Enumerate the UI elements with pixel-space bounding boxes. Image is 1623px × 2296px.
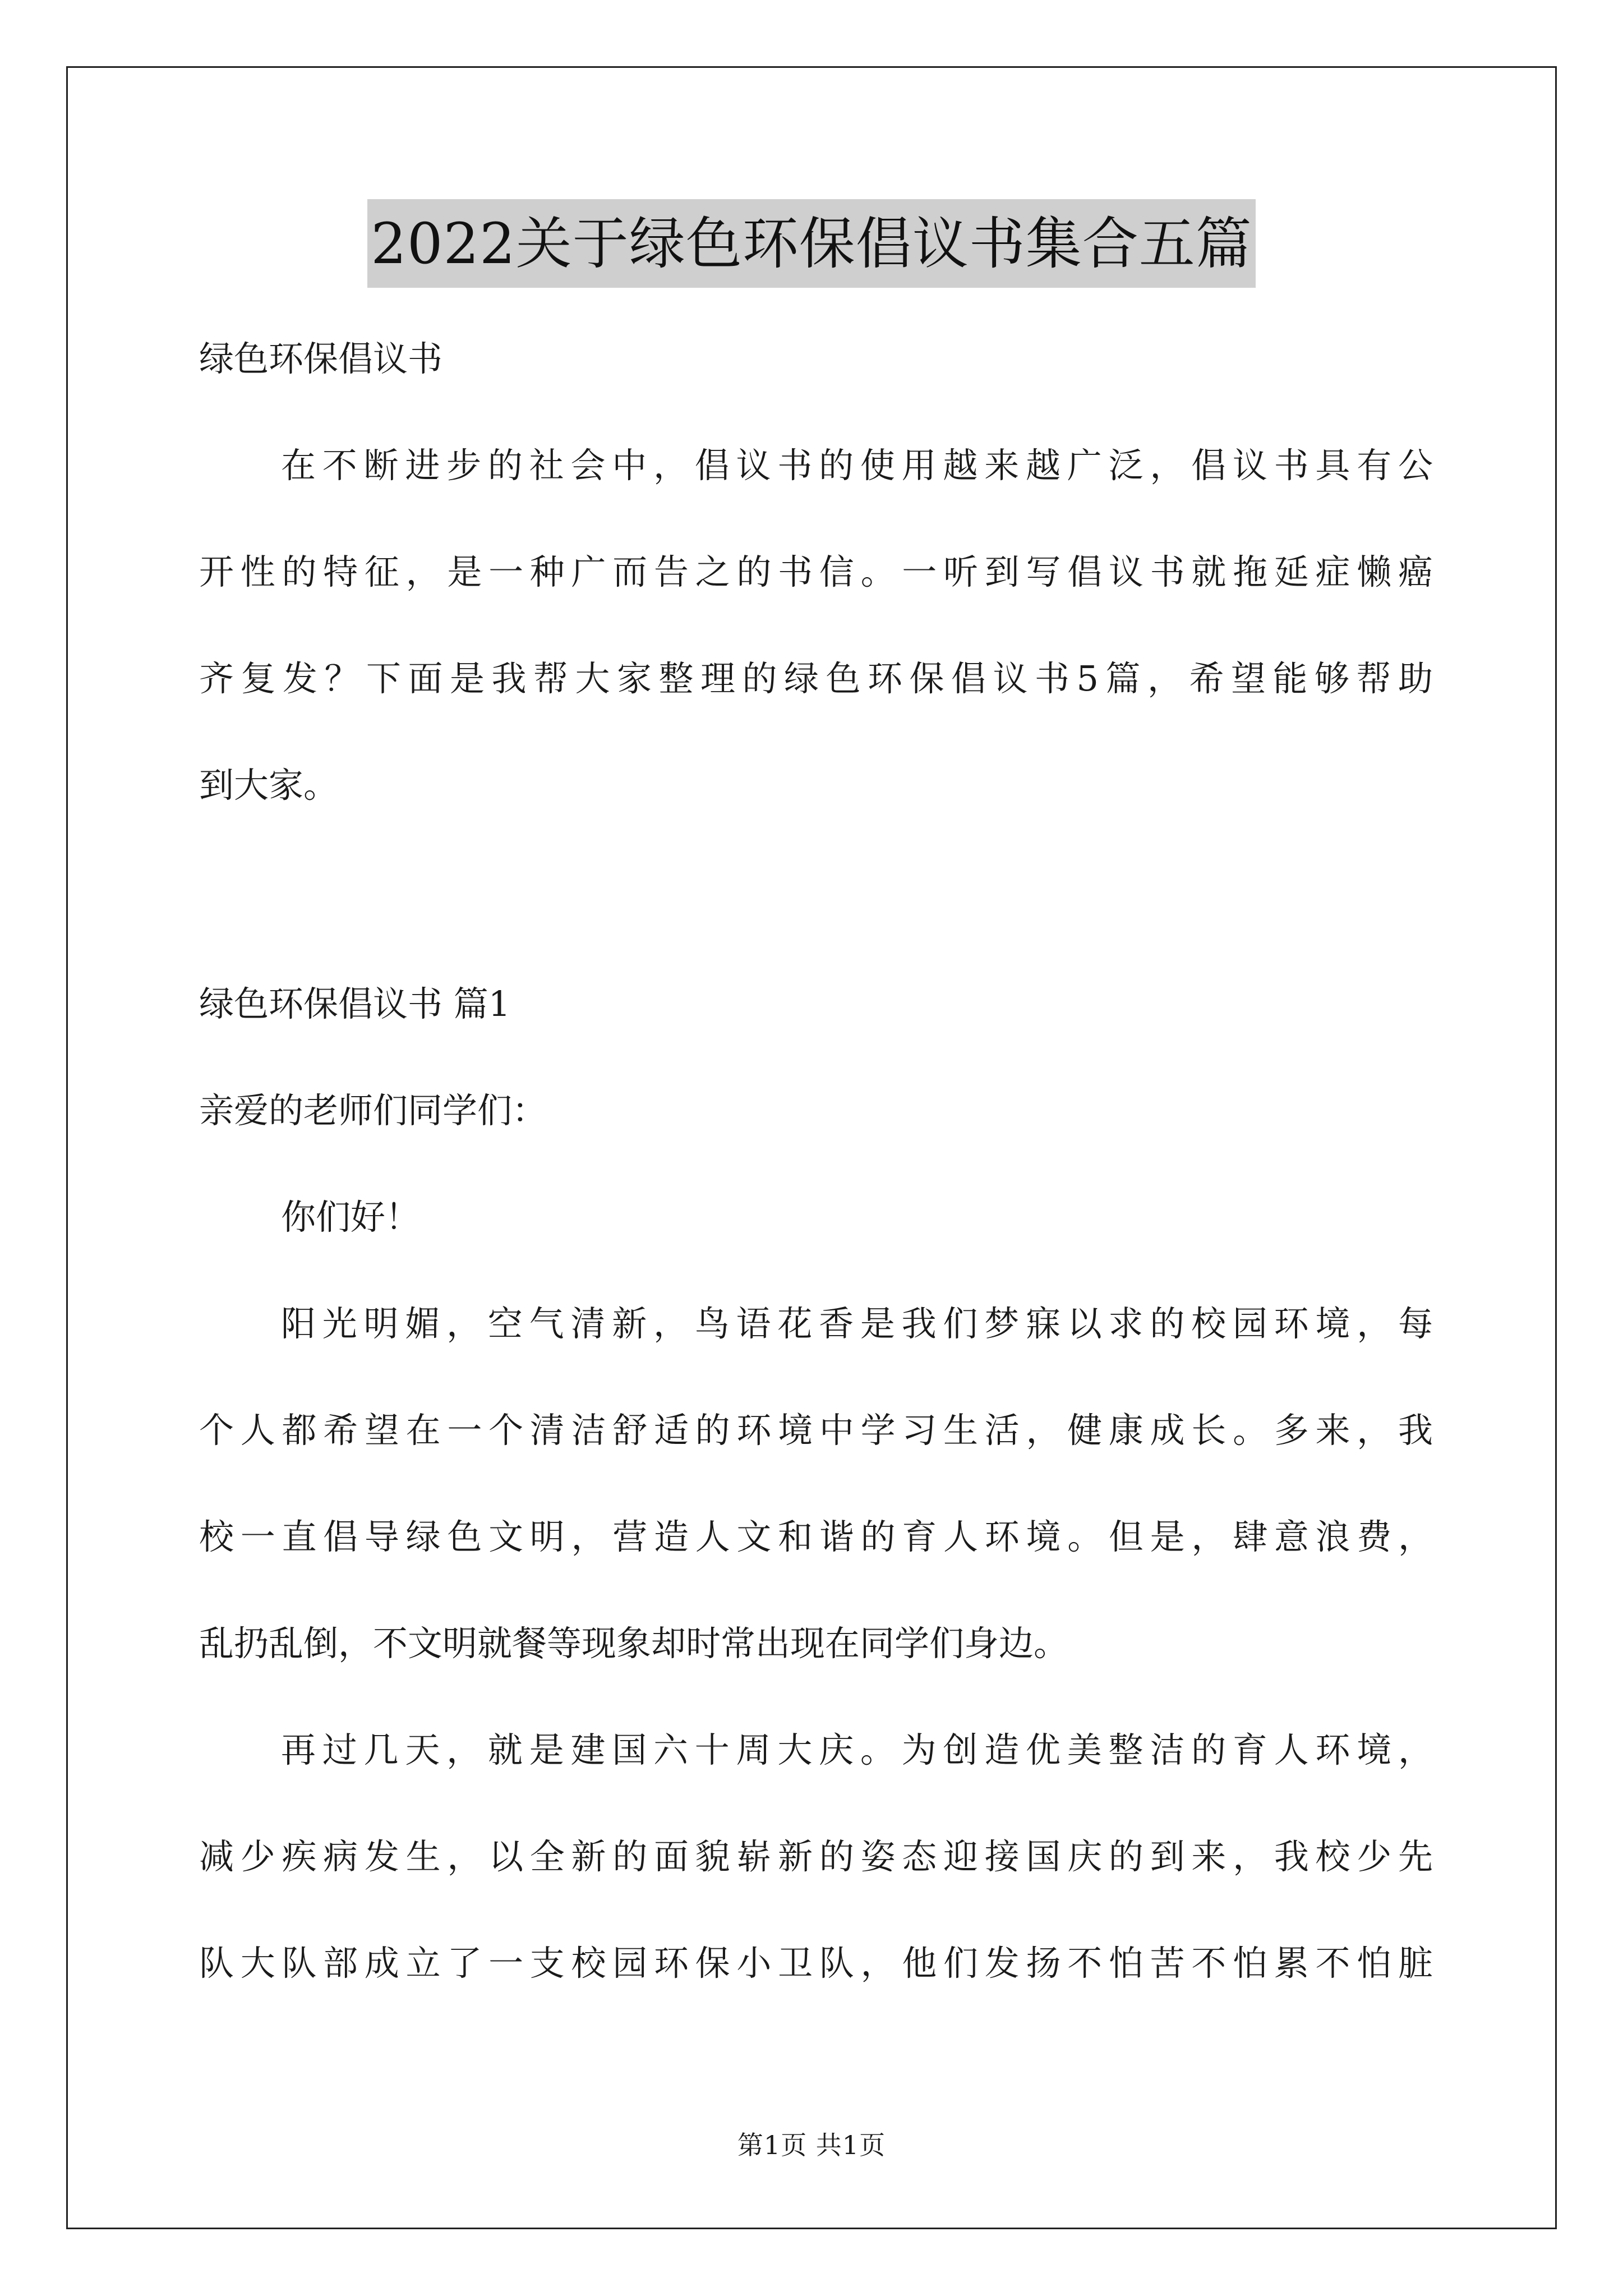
paragraph-line: 个人都希望在一个清洁舒适的环境中学习生活，健康成长。多来，我 xyxy=(199,1410,1433,1451)
paragraph-line: 减少疾病发生，以全新的面貌崭新的姿态迎接国庆的到来，我校少先 xyxy=(199,1836,1433,1877)
paragraph-line: 再过几天，就是建国六十周大庆。为创造优美整洁的育人环境， xyxy=(281,1729,1433,1770)
paragraph-line: 阳光明媚，空气清新，鸟语花香是我们梦寐以求的校园环境，每 xyxy=(281,1303,1433,1344)
paragraph-line: 到大家。 xyxy=(199,765,339,806)
section-heading: 绿色环保倡议书 篇1 xyxy=(199,983,511,1024)
title-container xyxy=(0,199,1623,288)
greeting: 你们好！ xyxy=(281,1197,421,1237)
paragraph-line: 在不断进步的社会中，倡议书的使用越来越广泛，倡议书具有公 xyxy=(281,445,1433,486)
paragraph-line: 队大队部成立了一支校园环保小卫队，他们发扬不怕苦不怕累不怕脏 xyxy=(199,1943,1433,1984)
paragraph-line: 开性的特征，是一种广而告之的书信。一听到写倡议书就拖延症懒癌 xyxy=(199,551,1433,592)
document-title: 2022关于绿色环保倡议书集合五篇 xyxy=(367,199,1256,288)
page-border xyxy=(66,66,1557,2229)
paragraph-line: 齐复发？下面是我帮大家整理的绿色环保倡议书5篇，希望能够帮助 xyxy=(199,658,1433,699)
section-heading: 绿色环保倡议书 xyxy=(199,338,443,379)
paragraph-line: 校一直倡导绿色文明，营造人文和谐的育人环境。但是，肆意浪费， xyxy=(199,1516,1433,1557)
page-footer: 第1页 共1页 xyxy=(737,2130,886,2160)
paragraph-line: 乱扔乱倒，不文明就餐等现象却时常出现在同学们身边。 xyxy=(199,1623,1069,1664)
salutation: 亲爱的老师们同学们： xyxy=(199,1090,547,1131)
